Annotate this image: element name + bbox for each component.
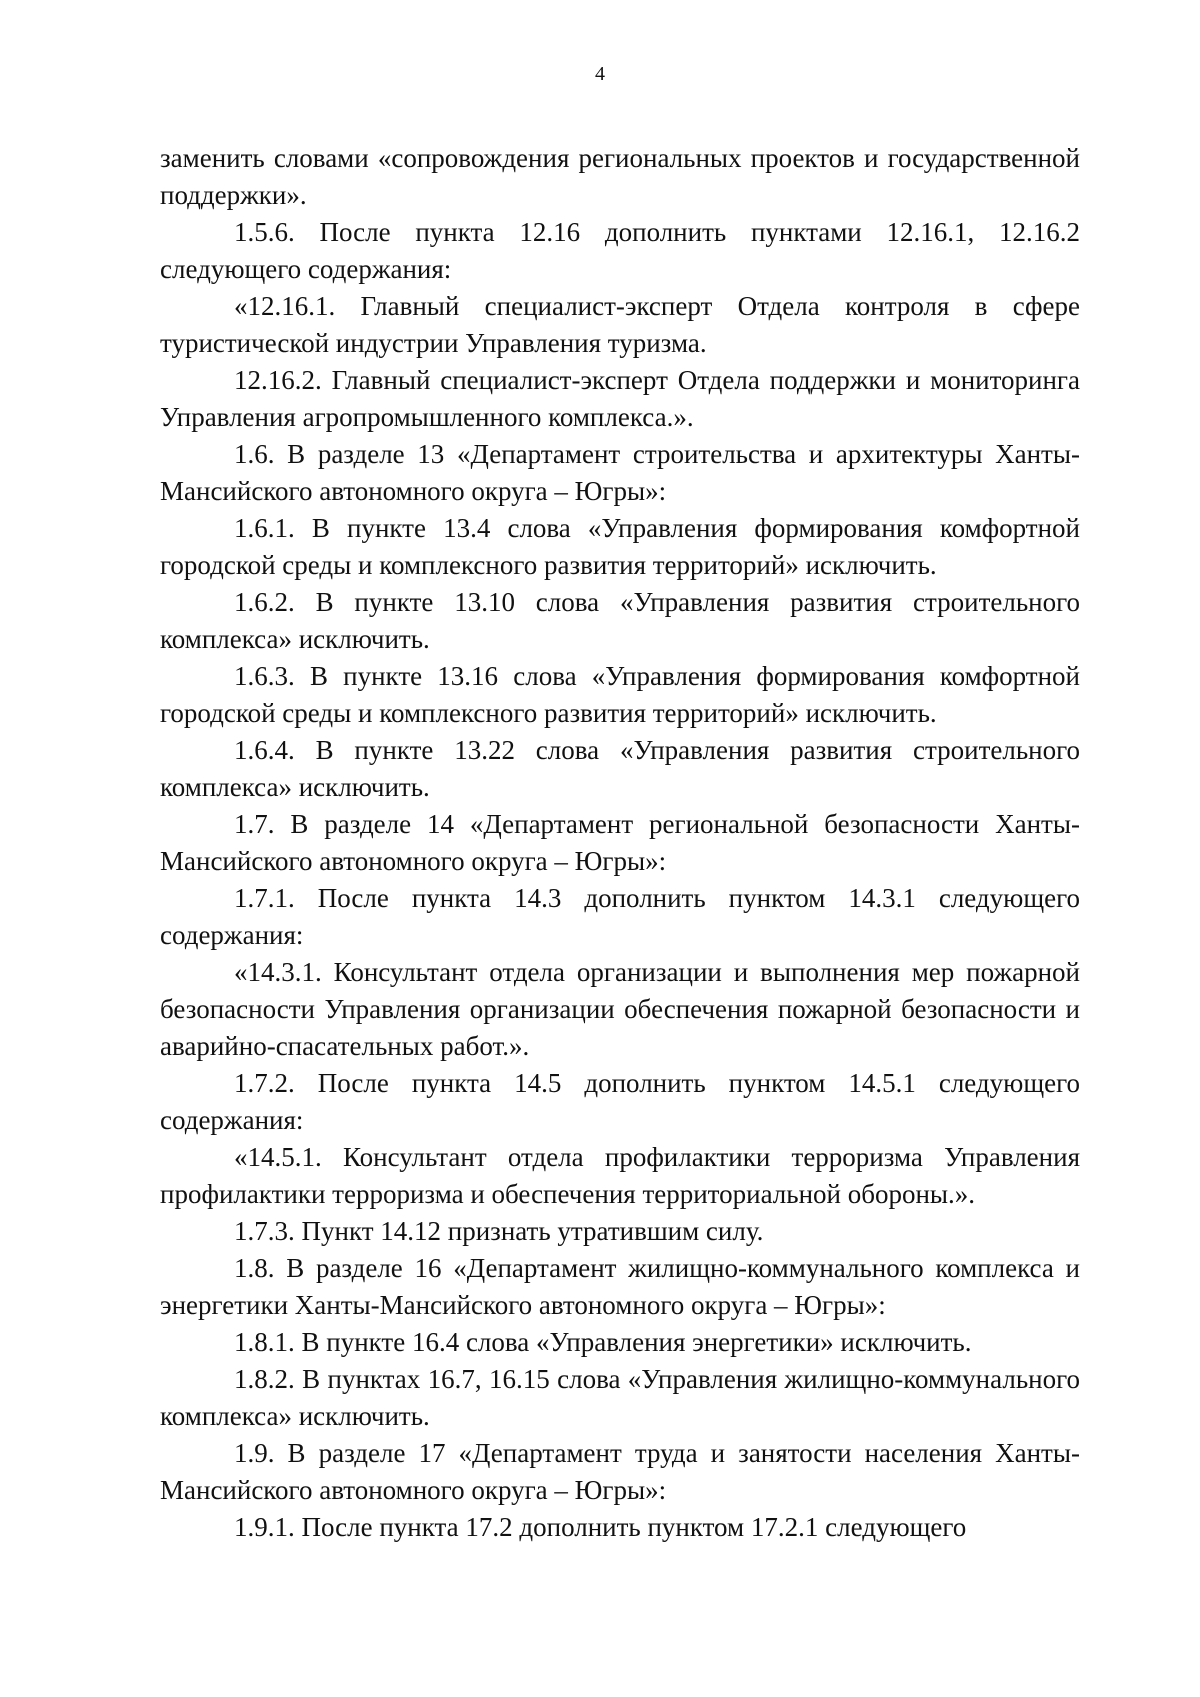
- paragraph: 1.8.1. В пункте 16.4 слова «Управления энергетики» исключить.: [234, 1327, 972, 1357]
- paragraph: «14.5.1. Консультант отдела профилактики терроризма Управления профилактики терроризма и обеспечения территориальной обороны.».: [160, 1142, 1080, 1209]
- paragraph: 1.8. В разделе 16 «Департамент жилищно-коммунального комплекса и энергетики Ханты-Мансийского автономного округа – Югры»:: [160, 1253, 1080, 1320]
- paragraph: 1.9. В разделе 17 «Департамент труда и занятости населения Ханты-Мансийского автономного округа – Югры»:: [160, 1438, 1080, 1505]
- paragraph: 1.6. В разделе 13 «Департамент строительства и архитектуры Ханты-Мансийского автономного округа – Югры»:: [160, 439, 1080, 506]
- paragraph: 1.5.6. После пункта 12.16 дополнить пунктами 12.16.1, 12.16.2 следующего содержания:: [160, 217, 1080, 284]
- page-number: 4: [595, 63, 605, 85]
- paragraph: 1.6.3. В пункте 13.16 слова «Управления формирования комфортной городской среды и комплексного развития территорий» исключить.: [160, 661, 1080, 728]
- paragraph: 1.6.1. В пункте 13.4 слова «Управления формирования комфортной городской среды и комплексного развития территорий» исключить.: [160, 513, 1080, 580]
- paragraph: 1.7.3. Пункт 14.12 признать утратившим силу.: [234, 1216, 764, 1246]
- paragraph: «12.16.1. Главный специалист-эксперт Отдела контроля в сфере туристической индустрии Управления туризма.: [160, 291, 1080, 358]
- paragraph: 1.7.2. После пункта 14.5 дополнить пунктом 14.5.1 следующего содержания:: [160, 1068, 1080, 1135]
- paragraph: 1.6.4. В пункте 13.22 слова «Управления развития строительного комплекса» исключить.: [160, 735, 1080, 802]
- paragraph: 12.16.2. Главный специалист-эксперт Отдела поддержки и мониторинга Управления агропромышленного комплекса.».: [160, 365, 1080, 432]
- paragraph: 1.7.1. После пункта 14.3 дополнить пунктом 14.3.1 следующего содержания:: [160, 883, 1080, 950]
- document-body: [160, 140, 1080, 1546]
- paragraph: заменить словами «сопровождения региональных проектов и государственной поддержки».: [160, 143, 1080, 210]
- paragraph: 1.9.1. После пункта 17.2 дополнить пунктом 17.2.1 следующего: [234, 1512, 967, 1542]
- paragraph: 1.6.2. В пункте 13.10 слова «Управления развития строительного комплекса» исключить.: [160, 587, 1080, 654]
- paragraph: 1.8.2. В пунктах 16.7, 16.15 слова «Управления жилищно-коммунального комплекса» исключить.: [160, 1364, 1080, 1431]
- paragraph: 1.7. В разделе 14 «Департамент региональной безопасности Ханты-Мансийского автономного округа – Югры»:: [160, 809, 1080, 876]
- paragraph: «14.3.1. Консультант отдела организации и выполнения мер пожарной безопасности Управления организации обеспечения пожарной безопасности и аварийно-спасательных работ.».: [160, 957, 1080, 1061]
